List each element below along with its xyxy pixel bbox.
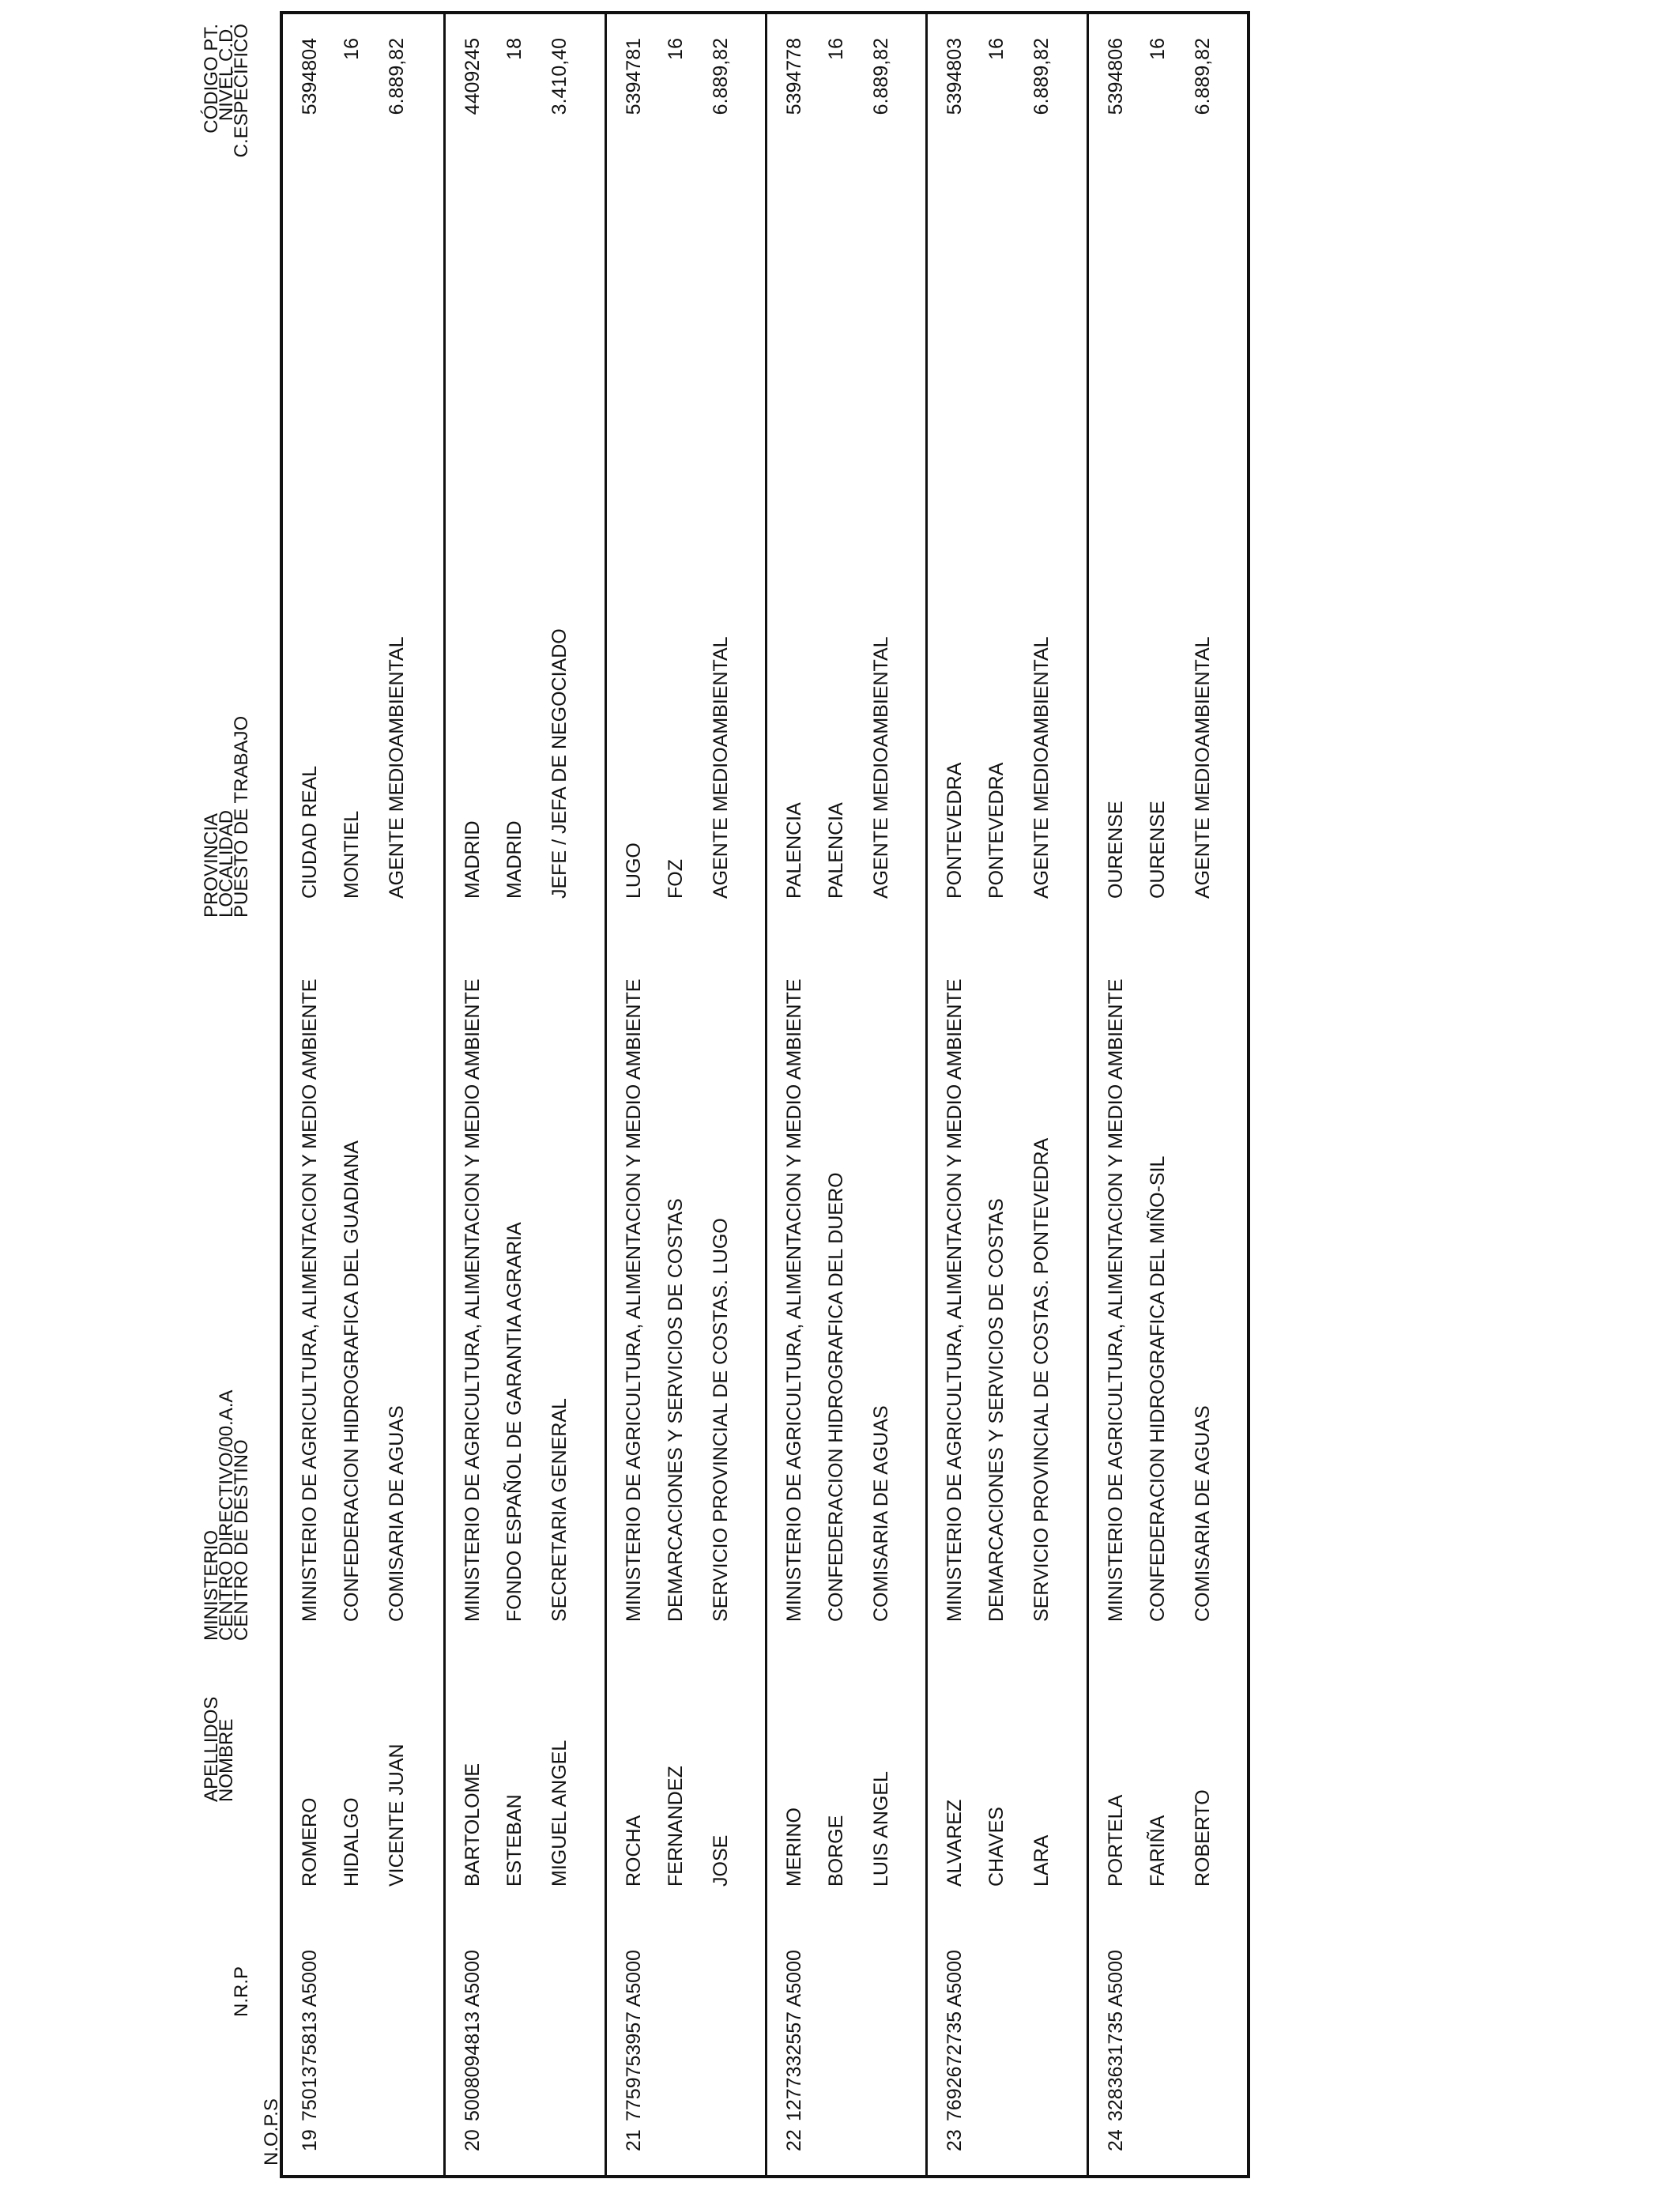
header-ministerio-line3: CENTRO DE DESTINO	[231, 1439, 252, 1641]
row-job-position: AGENTE MEDIOAMBIENTAL	[709, 636, 732, 899]
row-directive-center: CONFEDERACION HIDROGRAFICA DEL DUERO	[825, 1172, 847, 1622]
row-locality: PONTEVEDRA	[985, 762, 1008, 899]
row-specific-complement: 6.889,82	[1030, 38, 1053, 115]
row-nops: 20	[461, 2129, 484, 2151]
table-row	[443, 14, 604, 2175]
header-ministerio-line1: MINISTERIO	[201, 1529, 222, 1641]
header-codigo	[201, 24, 252, 158]
row-directive-center: CONFEDERACION HIDROGRAFICA DEL MIÑO-SIL	[1146, 1155, 1169, 1622]
header-provincia-line3: PUESTO DE TRABAJO	[231, 715, 252, 918]
row-job-position: AGENTE MEDIOAMBIENTAL	[1191, 636, 1214, 899]
header-nrp	[231, 1966, 252, 2017]
row-level: 16	[1146, 38, 1169, 60]
row-given-name: ROBERTO	[1191, 1789, 1214, 1887]
row-level: 16	[985, 38, 1008, 60]
row-job-code: 5394781	[622, 38, 645, 115]
row-province: LUGO	[622, 843, 645, 899]
table-row	[1087, 14, 1247, 2175]
row-directive-center: CONFEDERACION HIDROGRAFICA DEL GUADIANA	[341, 1140, 363, 1622]
row-nrp: 5008094813 A5000	[461, 1950, 484, 2121]
row-nrp: 7692672735 A5000	[944, 1950, 966, 2121]
row-level: 16	[341, 38, 363, 60]
header-provincia-line1: PROVINCIA	[201, 812, 222, 918]
row-surname-2: ESTEBAN	[503, 1794, 526, 1887]
header-apellidos	[201, 1696, 237, 1802]
row-surname-2: HIDALGO	[341, 1797, 363, 1887]
row-directive-center: DEMARCACIONES Y SERVICIOS DE COSTAS	[664, 1198, 687, 1622]
row-specific-complement: 3.410,40	[548, 38, 571, 115]
header-nops	[261, 2098, 282, 2166]
header-nops-label: N.O.P.S	[261, 2098, 282, 2166]
row-nrp: 7501375813 A5000	[299, 1950, 321, 2121]
row-ministry: MINISTERIO DE AGRICULTURA, ALIMENTACION Y MEDIO AMBIENTE	[299, 978, 321, 1622]
row-given-name: LUIS ANGEL	[870, 1771, 892, 1887]
row-surname-2: CHAVES	[985, 1807, 1008, 1887]
row-given-name: MIGUEL ANGEL	[548, 1740, 571, 1887]
row-job-code: 5394803	[944, 38, 966, 115]
row-level: 16	[825, 38, 847, 60]
row-nops: 21	[622, 2129, 645, 2151]
row-surname-1: ALVAREZ	[944, 1799, 966, 1887]
row-surname-1: BARTOLOME	[461, 1762, 484, 1887]
header-provincia	[201, 715, 252, 918]
row-job-code: 5394778	[783, 38, 805, 115]
row-nrp: 3283631735 A5000	[1104, 1950, 1127, 2121]
header-apellidos-line2: NOMBRE	[216, 1718, 237, 1802]
assignments-table	[280, 11, 1250, 2178]
row-specific-complement: 6.889,82	[870, 38, 892, 115]
header-codigo-line3: C.ESPECÍFICO	[231, 24, 252, 158]
row-ministry: MINISTERIO DE AGRICULTURA, ALIMENTACION Y MEDIO AMBIENTE	[622, 978, 645, 1622]
header-apellidos-line1: APELLIDOS	[201, 1696, 222, 1802]
header-nrp-label: N.R.P	[231, 1966, 252, 2017]
row-surname-2: FARIÑA	[1146, 1815, 1169, 1887]
row-job-position: AGENTE MEDIOAMBIENTAL	[386, 636, 408, 899]
row-specific-complement: 6.889,82	[709, 38, 732, 115]
table-row	[765, 14, 925, 2175]
row-surname-1: ROMERO	[299, 1797, 321, 1887]
row-locality: PALENCIA	[825, 802, 847, 899]
row-directive-center: FONDO ESPAÑOL DE GARANTIA AGRARIA	[503, 1222, 526, 1622]
row-job-position: AGENTE MEDIOAMBIENTAL	[870, 636, 892, 899]
row-surname-1: ROCHA	[622, 1815, 645, 1887]
row-surname-2: FERNANDEZ	[664, 1766, 687, 1887]
row-surname-2: BORGE	[825, 1815, 847, 1887]
row-province: MADRID	[461, 820, 484, 899]
row-province: CIUDAD REAL	[299, 765, 321, 899]
row-locality: MONTIEL	[341, 810, 363, 899]
row-ministry: MINISTERIO DE AGRICULTURA, ALIMENTACION Y MEDIO AMBIENTE	[1104, 978, 1127, 1622]
row-destination-center: COMISARIA DE AGUAS	[1191, 1405, 1214, 1622]
row-locality: FOZ	[664, 859, 687, 899]
header-ministerio	[201, 1389, 252, 1641]
row-surname-1: PORTELA	[1104, 1794, 1127, 1887]
row-nops: 22	[783, 2129, 805, 2151]
row-job-position: AGENTE MEDIOAMBIENTAL	[1030, 636, 1053, 899]
header-codigo-line2: NIVEL C.D.	[216, 24, 237, 122]
row-province: PONTEVEDRA	[944, 762, 966, 899]
table-header	[0, 0, 284, 2194]
row-nops: 19	[299, 2129, 321, 2151]
row-province: PALENCIA	[783, 802, 805, 899]
row-destination-center: SECRETARIA GENERAL	[548, 1398, 571, 1622]
row-job-code: 5394804	[299, 38, 321, 115]
row-level: 16	[664, 38, 687, 60]
row-destination-center: SERVICIO PROVINCIAL DE COSTAS. PONTEVEDRA	[1030, 1137, 1053, 1622]
row-nrp: 1277332557 A5000	[783, 1950, 805, 2121]
row-ministry: MINISTERIO DE AGRICULTURA, ALIMENTACION Y MEDIO AMBIENTE	[944, 978, 966, 1622]
table-row	[605, 14, 765, 2175]
row-given-name: JOSE	[709, 1834, 732, 1887]
row-destination-center: SERVICIO PROVINCIAL DE COSTAS. LUGO	[709, 1218, 732, 1622]
row-specific-complement: 6.889,82	[386, 38, 408, 115]
row-job-code: 5394806	[1104, 38, 1127, 115]
row-nops: 23	[944, 2129, 966, 2151]
header-provincia-line2: LOCALIDAD	[216, 809, 237, 918]
header-codigo-line1: CÓDIGO PT.	[201, 24, 222, 134]
row-given-name: LARA	[1030, 1834, 1053, 1887]
row-given-name: VICENTE JUAN	[386, 1744, 408, 1887]
row-surname-1: MERINO	[783, 1808, 805, 1887]
row-ministry: MINISTERIO DE AGRICULTURA, ALIMENTACION Y MEDIO AMBIENTE	[783, 978, 805, 1622]
row-job-code: 4409245	[461, 38, 484, 115]
row-nrp: 7759753957 A5000	[622, 1950, 645, 2121]
row-locality: MADRID	[503, 820, 526, 899]
row-level: 18	[503, 38, 526, 60]
row-directive-center: DEMARCACIONES Y SERVICIOS DE COSTAS	[985, 1198, 1008, 1622]
row-nops: 24	[1104, 2129, 1127, 2151]
row-destination-center: COMISARIA DE AGUAS	[386, 1405, 408, 1622]
row-ministry: MINISTERIO DE AGRICULTURA, ALIMENTACION Y MEDIO AMBIENTE	[461, 978, 484, 1622]
row-specific-complement: 6.889,82	[1191, 38, 1214, 115]
row-destination-center: COMISARIA DE AGUAS	[870, 1405, 892, 1622]
row-job-position: JEFE / JEFA DE NEGOCIADO	[548, 628, 571, 899]
row-locality: OURENSE	[1146, 801, 1169, 899]
header-ministerio-line2: CENTRO DIRECTIVO/00.A.A	[216, 1389, 237, 1641]
row-province: OURENSE	[1104, 801, 1127, 899]
table-row	[283, 14, 443, 2175]
table-row	[925, 14, 1086, 2175]
